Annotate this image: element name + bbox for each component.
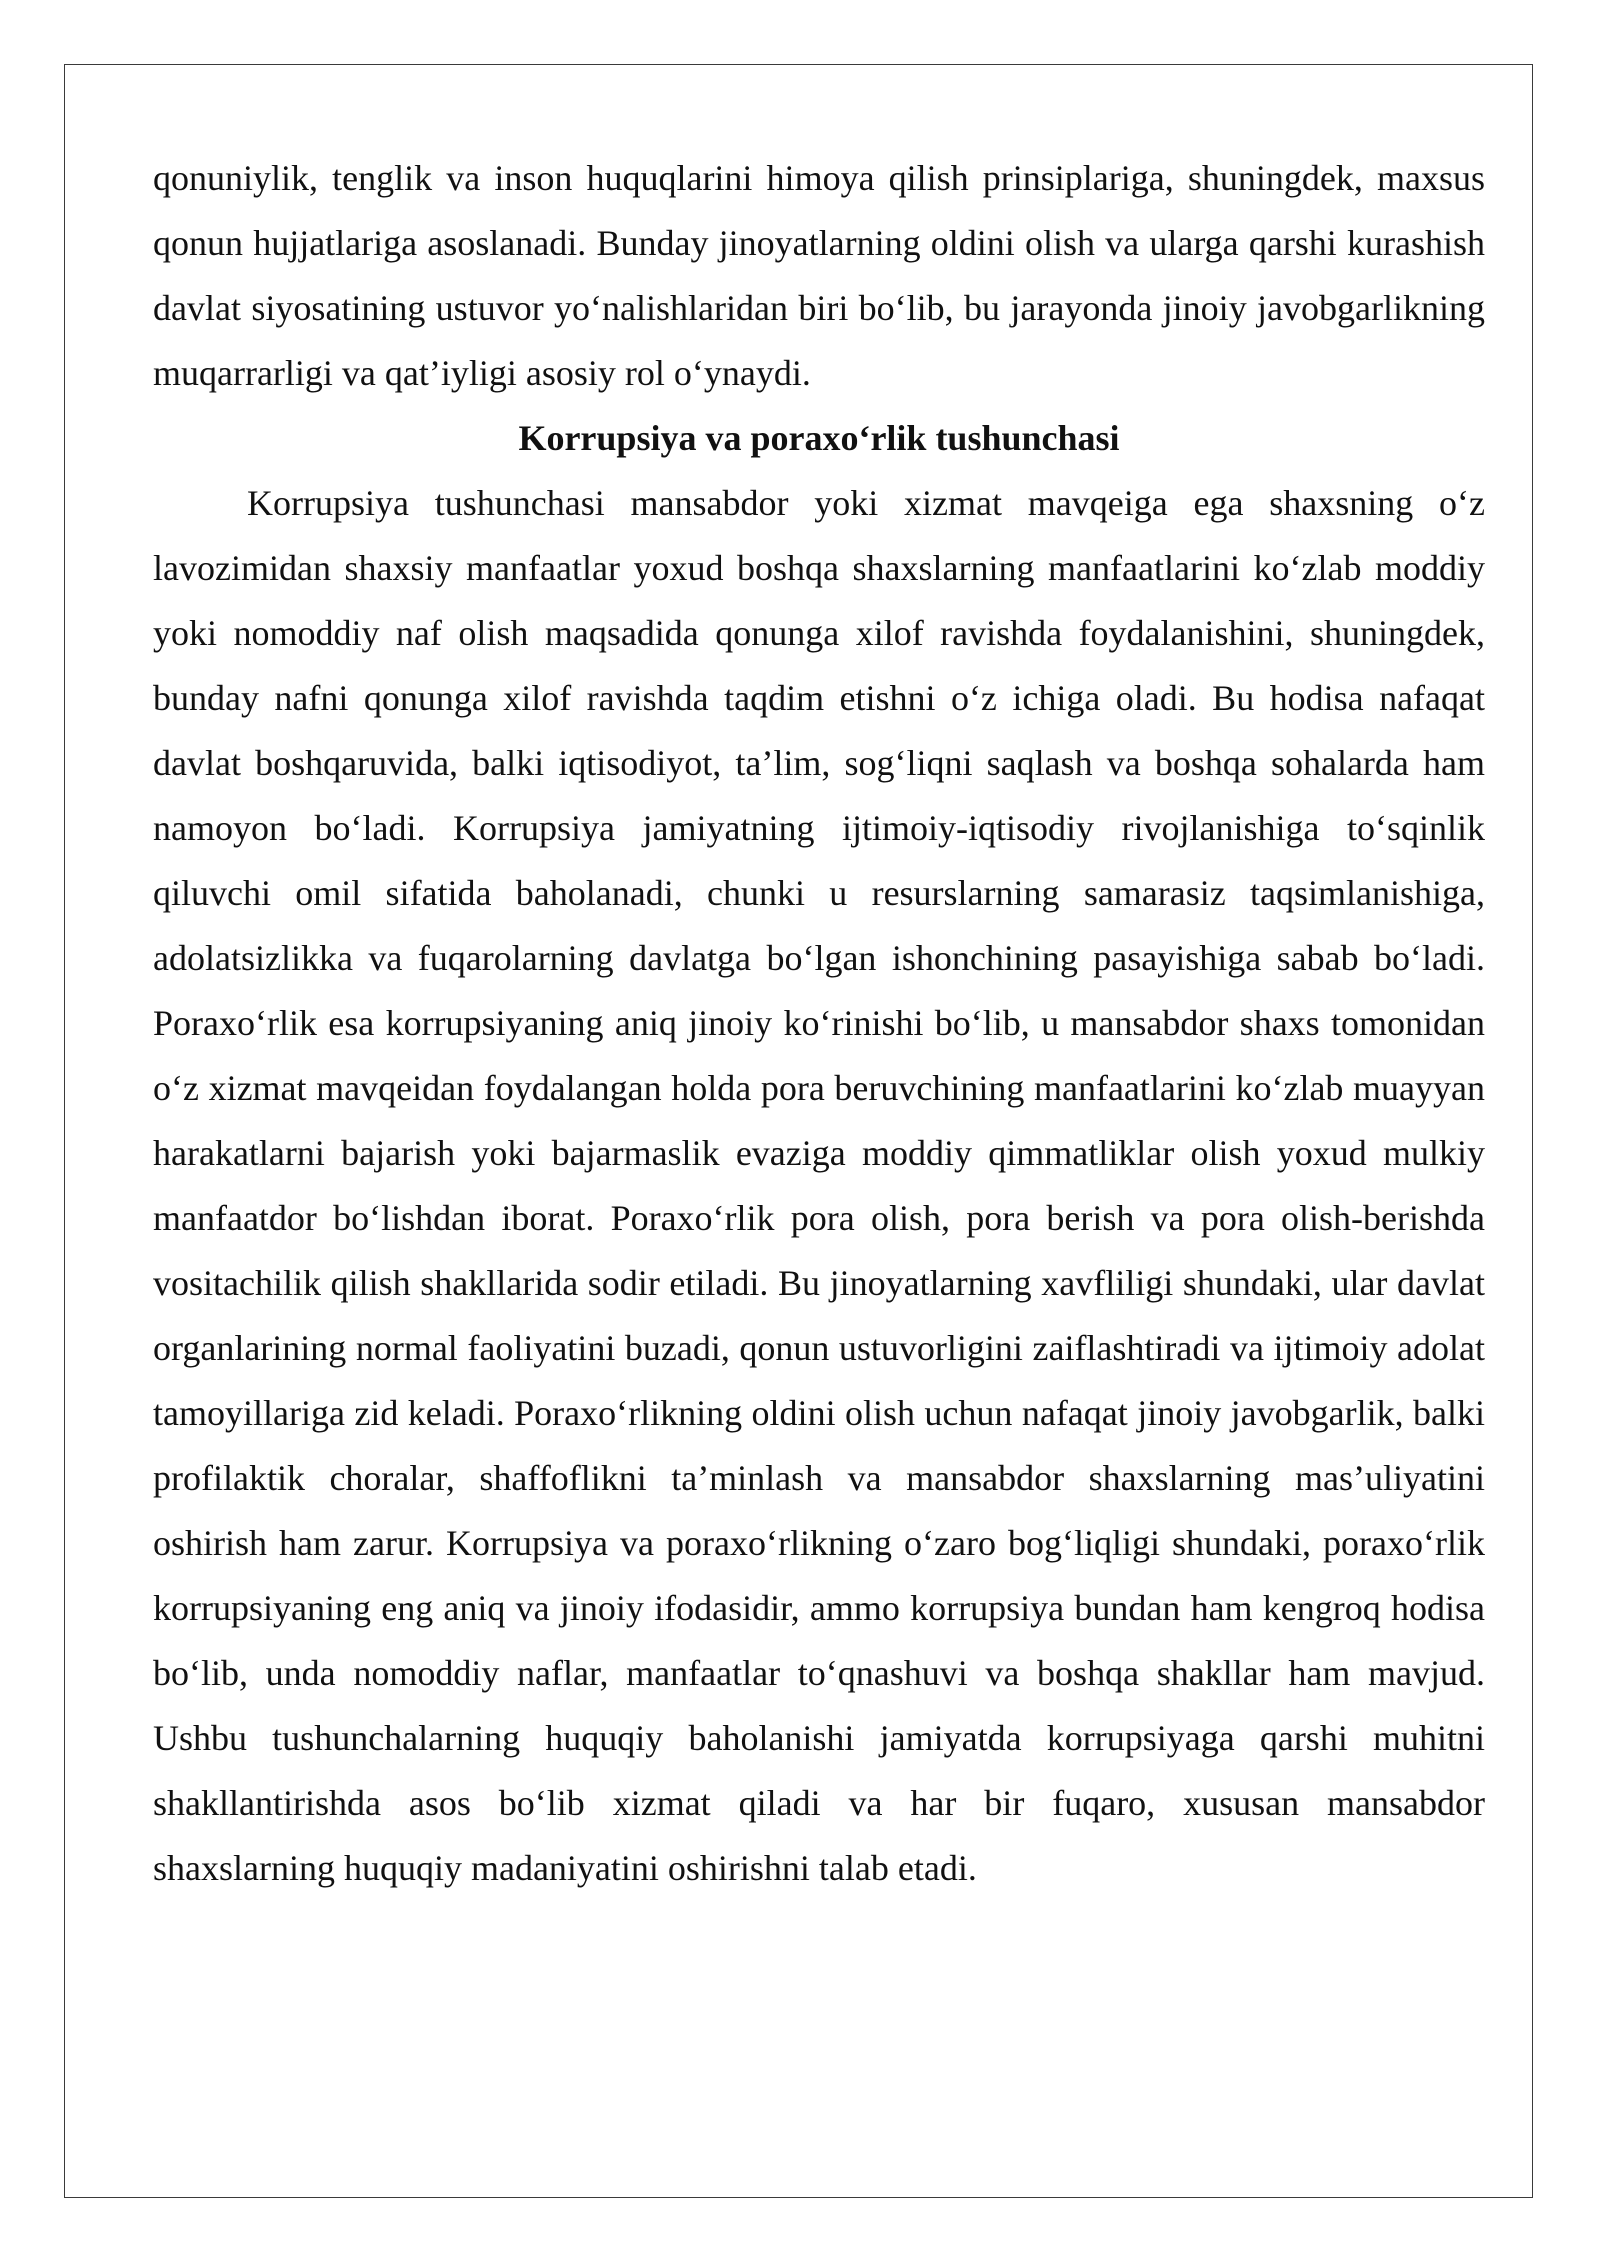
paragraph-main: Korrupsiya tushunchasi mansabdor yoki xizmat mavqeiga ega shaxsning o‘z lavozimidan shaxsiy manfaatlar yoxud boshqa shaxslarning manfaatlarini ko‘zlab moddiy yoki nomoddiy naf olish maqsadida qonunga xilof ravishda foydalanishini, shuningdek, bunday nafni qonunga xilof ravishda taqdim etishni o‘z ichiga oladi. Bu hodisa nafaqat davlat boshqaruvida, balki iqtisodiyot, ta’lim, sog‘liqni saqlash va boshqa sohalarda ham namoyon bo‘ladi. Korrupsiya jamiyatning ijtimoiy-iqtisodiy rivojlanishiga to‘sqinlik qiluvchi omil sifatida baholanadi, chunki u resurslarning samarasiz taqsimlanishiga, adolatsizlikka va fuqarolarning davlatga bo‘lgan ishonchining pasayishiga sabab bo‘ladi. Poraxo‘rlik esa korrupsiyaning aniq jinoiy ko‘rinishi bo‘lib, u mansabdor shaxs tomonidan o‘z xizmat mavqeidan foydalangan holda pora beruvchining manfaatlarini ko‘zlab muayyan harakatlarni bajarish yoki bajarmaslik evaziga moddiy qimmatliklar olish yoxud mulkiy manfaatdor bo‘lishdan iborat. Poraxo‘rlik pora olish, pora berish va pora olish-berishda vositachilik qilish shakllarida sodir etiladi. Bu jinoyatlarning xavfliligi shundaki, ular davlat organlarining normal faoliyatini buzadi, qonun ustuvorligini zaiflashtiradi va ijtimoiy adolat tamoyillariga zid keladi. Poraxo‘rlikning oldini olish uchun nafaqat jinoiy javobgarlik, balki profilaktik choralar, shaffoflikni ta’minlash va mansabdor shaxslarning mas’uliyatini oshirish ham zarur. Korrupsiya va poraxo‘rlikning o‘zaro bog‘liqligi shundaki, poraxo‘rlik korrupsiyaning eng aniq va jinoiy ifodasidir, ammo korrupsiya bundan ham kengroq hodisa bo‘lib, unda nomoddiy naflar, manfaatlar to‘qnashuvi va boshqa shakllar ham mavjud. Ushbu tushunchalarning huquqiy baholanishi jamiyatda korrupsiyaga qarshi muhitni shakllantirishda asos bo‘lib xizmat qiladi va har bir fuqaro, xususan mansabdor shaxslarning huquqiy madaniyatini oshirishni talab etadi. bbox=[153, 483, 1485, 1888]
document-body bbox=[153, 146, 1485, 1901]
paragraph-intro: qonuniylik, tenglik va inson huquqlarini himoya qilish prinsiplariga, shuningdek, maxsus qonun hujjatlariga asoslanadi. Bunday jinoyatlarning oldini olish va ularga qarshi kurashish davlat siyosatining ustuvor yo‘nalishlaridan biri bo‘lib, bu jarayonda jinoiy javobgarlikning muqarrarligi va qat’iyligi asosiy rol o‘ynaydi. bbox=[153, 158, 1485, 393]
section-heading: Korrupsiya va poraxo‘rlik tushunchasi bbox=[518, 418, 1120, 458]
